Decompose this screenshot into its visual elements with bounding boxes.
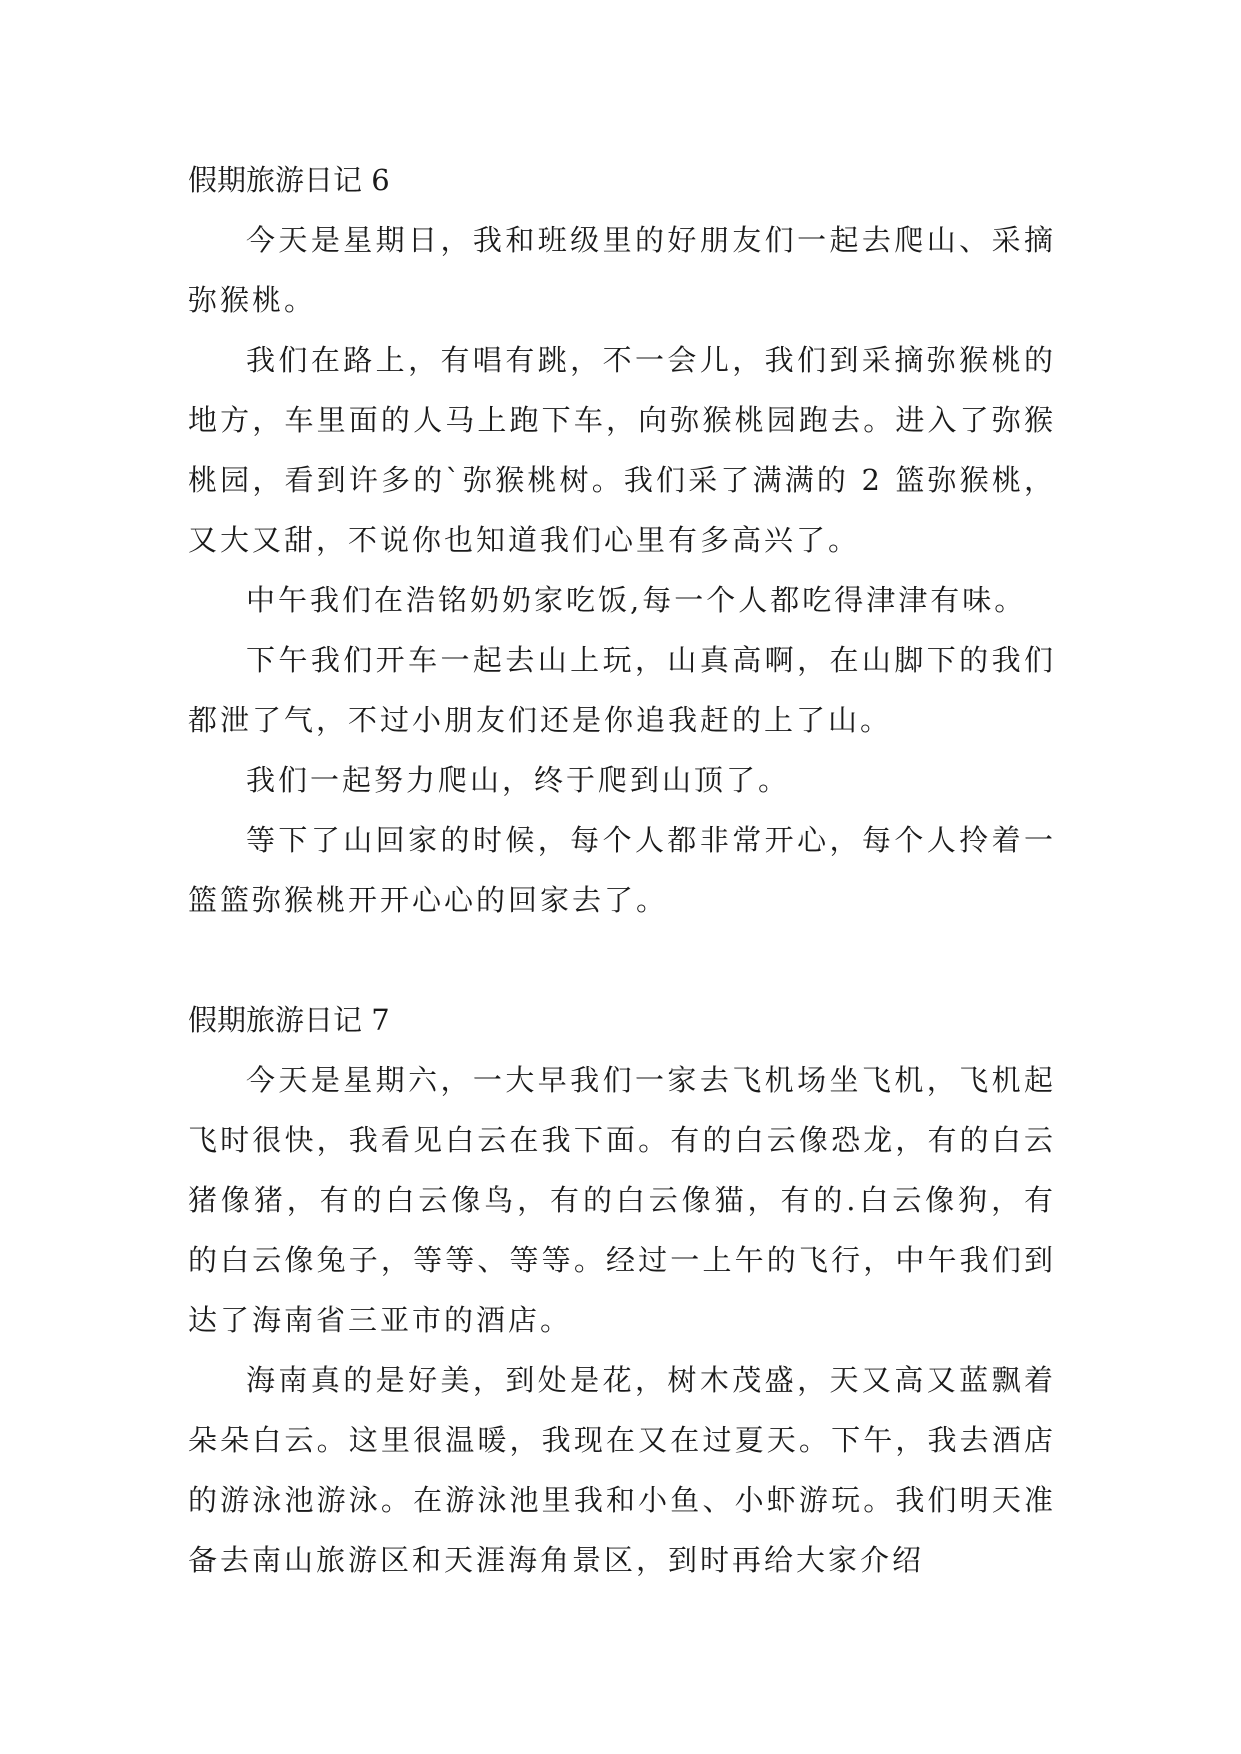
diary-entry-6: [188, 150, 1056, 930]
paragraph: 我们在路上，有唱有跳，不一会儿，我们到采摘弥猴桃的地方，车里面的人马上跑下车，向弥猴桃园跑去。进入了弥猴桃园，看到许多的`弥猴桃树。我们采了满满的 2 篮弥猴桃，又大又甜，不说你也知道我们心里有多高兴了。: [188, 343, 1056, 557]
paragraph: 今天是星期日，我和班级里的好朋友们一起去爬山、采摘弥猴桃。: [188, 223, 1056, 317]
document-page: [188, 150, 1056, 1590]
paragraph: 海南真的是好美，到处是花，树木茂盛，天又高又蓝飘着朵朵白云。这里很温暖，我现在又在过夏天。下午，我去酒店的游泳池游泳。在游泳池里我和小鱼、小虾游玩。我们明天准备去南山旅游区和天涯海角景区，到时再给大家介绍: [188, 1363, 1056, 1577]
paragraph: 等下了山回家的时候，每个人都非常开心，每个人拎着一篮篮弥猴桃开开心心的回家去了。: [188, 823, 1056, 917]
section-spacer: [188, 930, 1056, 990]
paragraph: 下午我们开车一起去山上玩，山真高啊，在山脚下的我们都泄了气，不过小朋友们还是你追我赶的上了山。: [188, 643, 1056, 737]
paragraph: 今天是星期六，一大早我们一家去飞机场坐飞机，飞机起飞时很快，我看见白云在我下面。有的白云像恐龙，有的白云猪像猪，有的白云像鸟，有的白云像猫，有的.白云像狗，有的白云像兔子，等等、等等。经过一上午的飞行，中午我们到达了海南省三亚市的酒店。: [188, 1063, 1056, 1337]
diary-entry-7: [188, 990, 1056, 1590]
entry-title: 假期旅游日记 7: [188, 1003, 390, 1037]
paragraph: 中午我们在浩铭奶奶家吃饭,每一个人都吃得津津有味。: [246, 583, 1027, 617]
paragraph: 我们一起努力爬山，终于爬到山顶了。: [246, 763, 791, 797]
entry-title: 假期旅游日记 6: [188, 163, 390, 197]
